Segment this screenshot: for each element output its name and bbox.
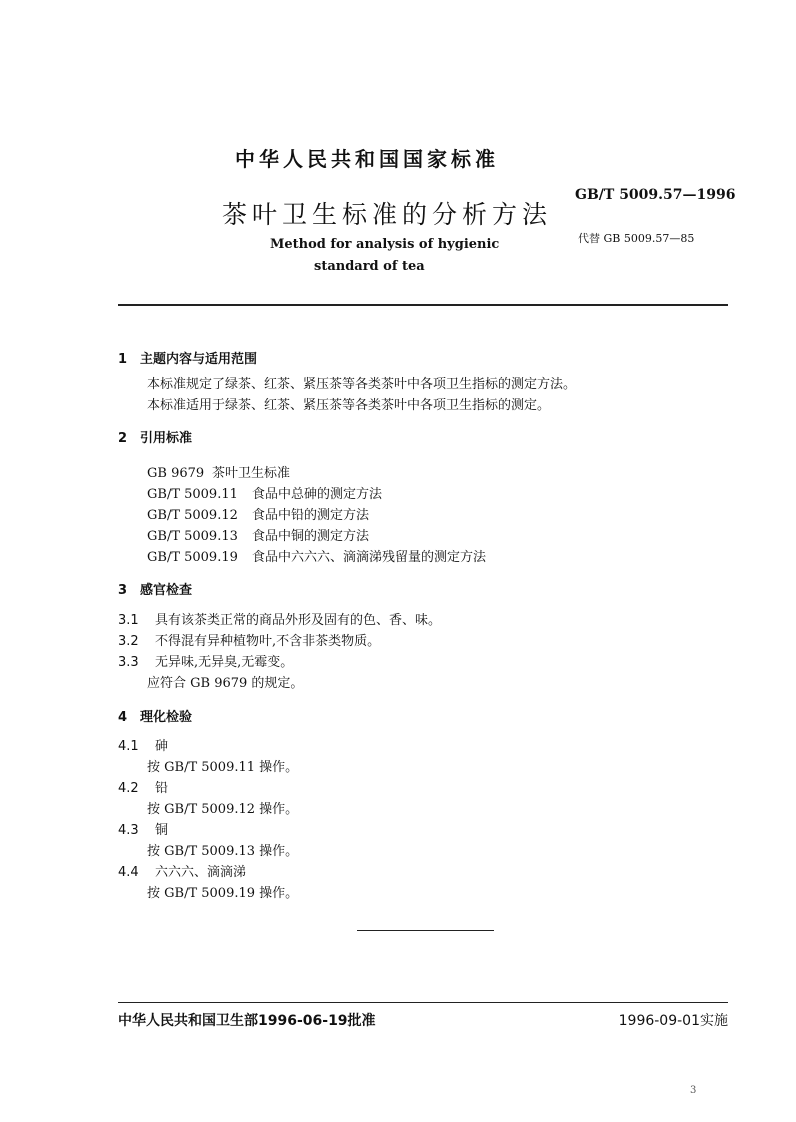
clause-operation: 按 GB/T 5009.13 操作。 (147, 844, 299, 859)
ref-code: GB 9679 (147, 466, 205, 481)
effective-date: 1996-09-01实施 (618, 1013, 728, 1029)
ref-name: 食品中总砷的测定方法 (252, 487, 383, 502)
clause-note: 应符合 GB 9679 的规定。 (147, 676, 304, 691)
section-2-number: 2 (118, 431, 128, 446)
section-2-title: 引用标准 (140, 431, 193, 446)
clause-number: 3.2 (118, 634, 139, 649)
clause-text: 不得混有异种植物叶,不含非茶类物质。 (155, 634, 381, 649)
ref-code: GB/T 5009.13 (147, 529, 238, 544)
header-divider (118, 304, 728, 306)
section-3-number: 3 (118, 583, 128, 598)
clause-text: 砷 (155, 739, 169, 754)
approval-note: 中华人民共和国卫生部1996-06-19批准 (118, 1013, 376, 1029)
section-1-title: 主题内容与适用范围 (140, 352, 258, 367)
end-line (357, 930, 494, 931)
english-title-line1: Method for analysis of hygienic (270, 237, 500, 252)
section-1-number: 1 (118, 352, 128, 367)
clause-number: 3.3 (118, 655, 139, 670)
ref-name: 食品中铜的测定方法 (252, 529, 370, 544)
clause-text: 六六六、滴滴涕 (155, 865, 247, 880)
clause-number: 3.1 (118, 613, 139, 628)
page-number: 3 (690, 1085, 697, 1096)
clause-number: 4.4 (118, 865, 139, 880)
ref-name: 茶叶卫生标准 (212, 466, 291, 481)
ref-code: GB/T 5009.11 (147, 487, 238, 502)
section-4-number: 4 (118, 710, 128, 725)
clause-operation: 按 GB/T 5009.12 操作。 (147, 802, 299, 817)
ref-name: 食品中六六六、滴滴涕残留量的测定方法 (252, 550, 487, 565)
section-4-title: 理化检验 (140, 710, 193, 725)
section-3-title: 感官检查 (140, 583, 193, 598)
replaces-note: 代替 GB 5009.57—85 (578, 232, 695, 245)
ref-code: GB/T 5009.12 (147, 508, 238, 523)
ref-code: GB/T 5009.19 (147, 550, 238, 565)
clause-operation: 按 GB/T 5009.11 操作。 (147, 760, 299, 775)
clause-text: 具有该茶类正常的商品外形及固有的色、香、味。 (155, 613, 442, 628)
standard-code: GB/T 5009.57—1996 (575, 187, 736, 203)
ref-name: 食品中铅的测定方法 (252, 508, 370, 523)
clause-operation: 按 GB/T 5009.19 操作。 (147, 886, 299, 901)
document-title: 茶叶卫生标准的分析方法 (222, 200, 553, 229)
clause-text: 无异味,无异臭,无霉变。 (155, 655, 294, 670)
national-standard-heading: 中华人民共和国国家标准 (235, 147, 499, 171)
clause-number: 4.2 (118, 781, 139, 796)
clause-number: 4.3 (118, 823, 139, 838)
clause-text: 铜 (155, 823, 169, 838)
english-title-line2: standard of tea (314, 259, 425, 274)
paragraph: 本标准适用于绿茶、红茶、紧压茶等各类茶叶中各项卫生指标的测定。 (147, 398, 551, 413)
clause-text: 铅 (155, 781, 169, 796)
footer-divider (118, 1002, 728, 1003)
paragraph: 本标准规定了绿茶、红茶、紧压茶等各类茶叶中各项卫生指标的测定方法。 (147, 377, 577, 392)
clause-number: 4.1 (118, 739, 139, 754)
